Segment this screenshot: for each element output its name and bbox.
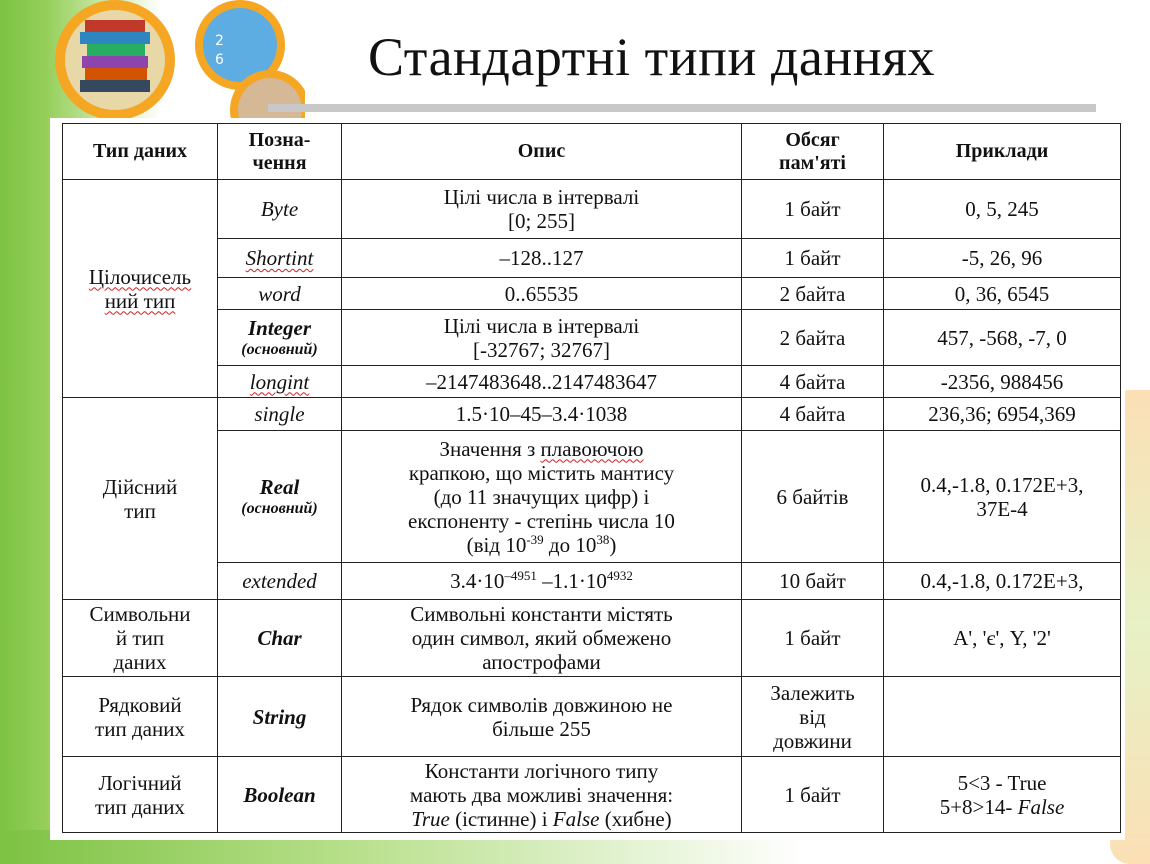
desc-longint: –2147483648..2147483647 [342,366,742,398]
memory-real: 6 байтів [742,431,884,563]
table-row [63,600,1121,677]
desc-word: 0..65535 [342,278,742,310]
examples-boolean: 5<3 - True 5+8>14- False [884,757,1121,833]
memory-word: 2 байта [742,278,884,310]
desc-real: Значення з плавоючою крапкою, що містить мантису (до 11 значущих цифр) і експоненту - степінь числа 10 (від $10^{-39}$ до $10^{38}$) [342,431,742,563]
designation-single: single [218,398,342,431]
group-integer: Цілочисель ний тип [63,180,218,398]
memory-char: 1 байт [742,600,884,677]
svg-text:6: 6 [215,52,224,68]
desc-string: Рядок символів довжиною не більше 255 [342,677,742,757]
desc-integer: Цілі числа в інтервалі [-32767; 32767] [342,310,742,366]
header-designation: Позна- чення [218,124,342,180]
memory-extended: 10 байт [742,563,884,600]
memory-string: Залежить від довжини [742,677,884,757]
examples-integer: 457, -568, -7, 0 [884,310,1121,366]
designation-integer: Integer (основний) [218,310,342,366]
examples-extended: 0.4,-1.8, 0.172E+3, [884,563,1121,600]
table-row [63,310,1121,366]
memory-boolean: 1 байт [742,757,884,833]
desc-extended: $3.4\cdot 10^{-4951}$ $-1.1\cdot 10^{4932}$ [342,563,742,600]
examples-char: A', 'є', Y, '2' [884,600,1121,677]
designation-byte: Byte [218,180,342,239]
group-real: Дійсний тип [63,398,218,600]
desc-char: Символьні константи містять один символ, який обмежено апострофами [342,600,742,677]
header-description: Опис [342,124,742,180]
examples-single: 236,36; 6954,369 [884,398,1121,431]
table-row [63,431,1121,563]
examples-longint: -2356, 988456 [884,366,1121,398]
examples-shortint: -5, 26, 96 [884,239,1121,278]
header-type: Тип даних [63,124,218,180]
group-string: Рядковий тип даних [63,677,218,757]
title-underline [268,104,1096,112]
designation-char: Char [218,600,342,677]
desc-single: 1.5·10–45–3.4·1038 [342,398,742,431]
memory-shortint: 1 байт [742,239,884,278]
designation-string: String [218,677,342,757]
slide-title: Стандартні типи даннях [368,27,936,87]
table-row [63,278,1121,310]
table-row [63,398,1121,431]
memory-longint: 4 байта [742,366,884,398]
examples-string [884,677,1121,757]
designation-word: word [218,278,342,310]
examples-real: 0.4,-1.8, 0.172E+3, 37E-4 [884,431,1121,563]
group-boolean: Логічний тип даних [63,757,218,833]
books-logo [55,0,305,120]
memory-byte: 1 байт [742,180,884,239]
designation-boolean: Boolean [218,757,342,833]
header-examples: Приклади [884,124,1121,180]
examples-byte: 0, 5, 245 [884,180,1121,239]
memory-integer: 2 байта [742,310,884,366]
group-char: Символьни й тип даних [63,600,218,677]
designation-real: Real (основний) [218,431,342,563]
data-types-table [62,123,1121,833]
table-row [63,757,1121,833]
designation-shortint: Shortint [218,239,342,278]
table-header-row [63,124,1121,180]
table-row [63,180,1121,239]
examples-word: 0, 36, 6545 [884,278,1121,310]
svg-text:2: 2 [215,33,224,49]
desc-shortint: –128..127 [342,239,742,278]
table-row [63,677,1121,757]
table-row [63,239,1121,278]
desc-boolean: Константи логічного типу мають два можливі значення: True (істинне) і False (хибне) [342,757,742,833]
designation-longint: longint [218,366,342,398]
memory-single: 4 байта [742,398,884,431]
header-memory: Обсяг пам'яті [742,124,884,180]
designation-extended: extended [218,563,342,600]
table-row [63,366,1121,398]
desc-byte: Цілі числа в інтервалі [0; 255] [342,180,742,239]
table-row [63,563,1121,600]
